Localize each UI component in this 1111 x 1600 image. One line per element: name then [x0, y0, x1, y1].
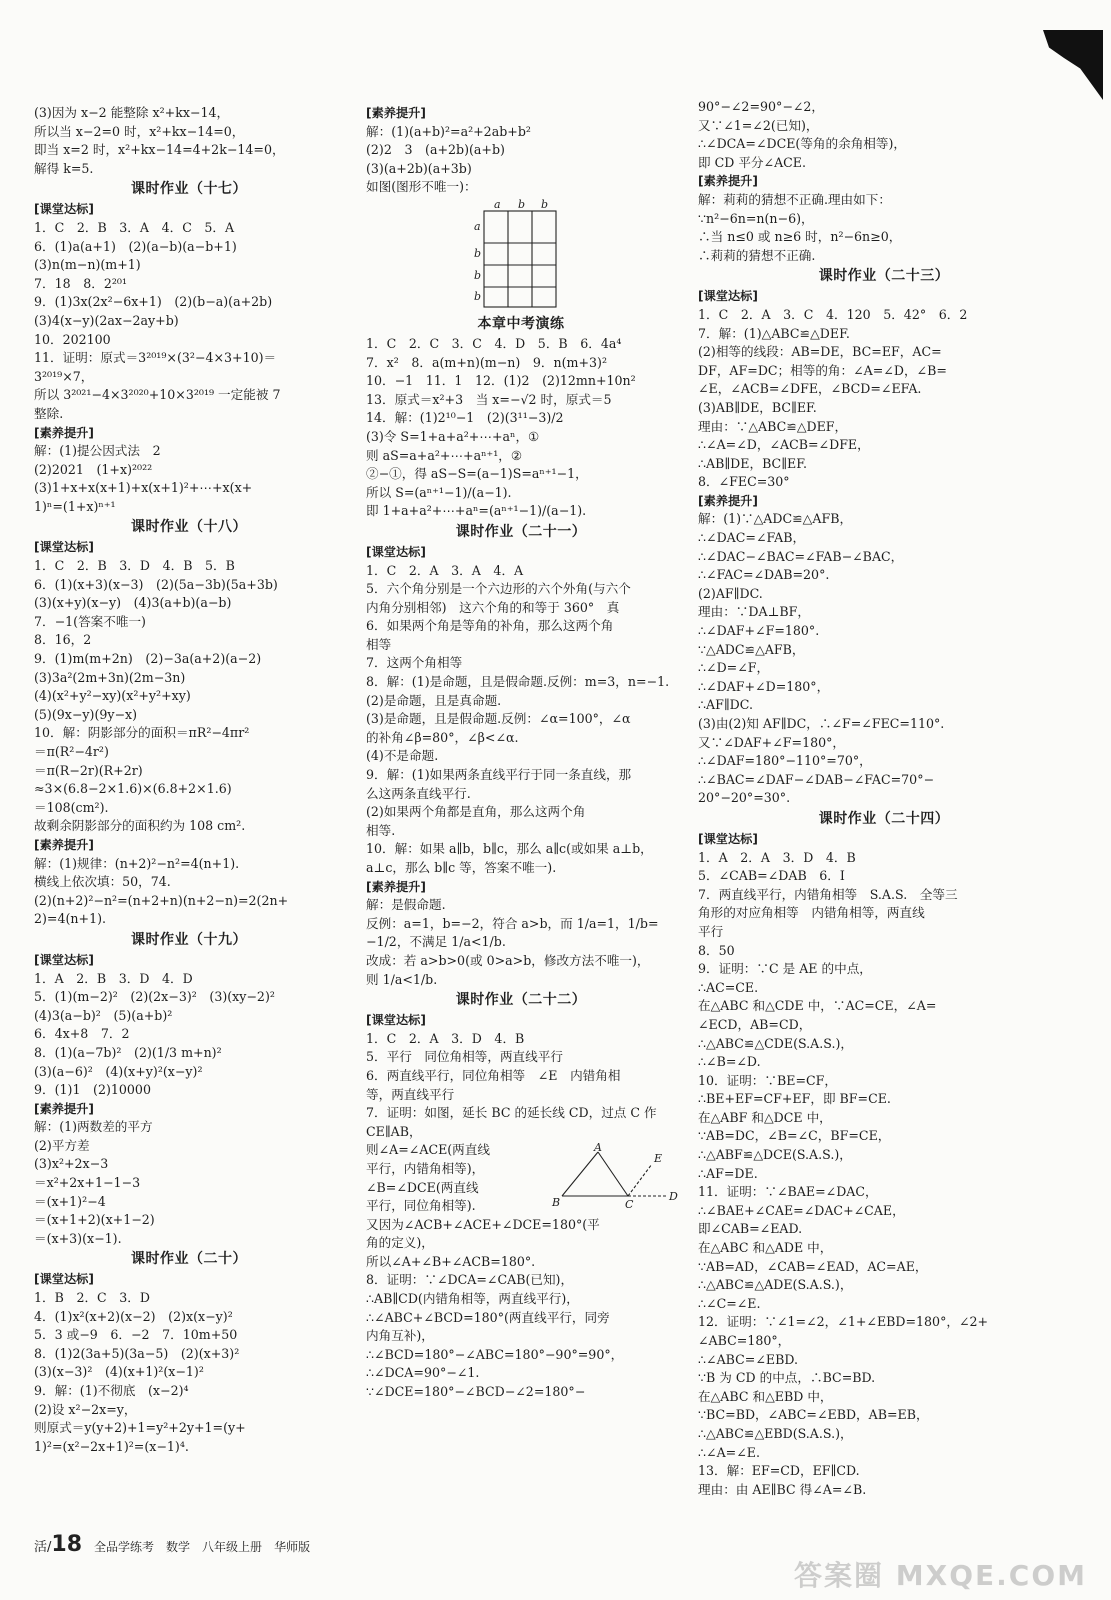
answer-line: (3)由(2)知 AF∥DC，∴∠F=∠FEC=110°.	[698, 716, 945, 731]
answer-line: ＝π(R−2r)(R+2r)	[34, 762, 143, 778]
triangle-edge	[562, 1152, 598, 1196]
section-title: 课时作业（二十一）	[455, 523, 587, 540]
answer-line: (3)3a²(2m+3n)(2m−3n)	[34, 669, 186, 685]
subsection-heading: [课堂达标]	[34, 1272, 94, 1287]
answer-line: ∴∠BAC=∠DAF−∠DAB−∠FAC=70°−	[698, 771, 935, 787]
answer-line: 7．x² 8．a(m+n)(m−n) 9．n(m+3)²	[366, 354, 608, 370]
answer-line: 在△ABC 和△CDE 中，∵AC=CE，∠A=	[698, 998, 937, 1014]
section-title: 课时作业（十九）	[131, 931, 247, 948]
answer-line: ∴△ABC≌△EBD(S.A.S.)，	[698, 1425, 853, 1441]
answer-line: 平行	[698, 923, 724, 939]
answer-line: ∴莉莉的猜想不正确.	[698, 247, 816, 263]
answer-line: 1．C 2．B 3．A 4．C 5．A	[34, 219, 235, 235]
answer-line: (3)令 S=1+a+a²+⋯+aⁿ，①	[366, 428, 540, 444]
answer-line: 则 1/a<1/b.	[366, 971, 438, 987]
answer-line: 则原式＝y(y+2)+1=y²+2y+1=(y+	[34, 1420, 246, 1436]
triangle-edge	[628, 1164, 652, 1196]
answer-line: 即当 x=2 时，x²+kx−14=4+2k−14=0，	[34, 142, 285, 158]
section-title: 课时作业（二十三）	[818, 268, 950, 285]
answer-line: 平行，内错角相等)，	[366, 1160, 485, 1176]
answer-line: (2)是命题，且是真命题.	[366, 692, 502, 708]
answer-line: 11．证明：原式＝3²⁰¹⁹×(3²−4×3+10)＝	[34, 350, 277, 366]
answer-line: ∴∠FAC=∠DAB=20°.	[698, 567, 830, 583]
answer-line: 5．∠CAB=∠DAB 6．Ⅰ	[698, 868, 845, 884]
answer-line: 7．解：(1)△ABC≌△DEF.	[698, 325, 850, 341]
answer-line: 6．(1)(x+3)(x−3) (2)(5a−3b)(5a+3b)	[34, 576, 278, 592]
answer-line: (2)平方差	[34, 1137, 90, 1153]
grid-top-label-b2: b	[541, 197, 549, 211]
answer-line: 1．C 2．A 3．A 4．A	[366, 562, 524, 578]
answer-line: ∴AC=CE.	[698, 979, 759, 995]
answer-line: ≈3×(6.8−2×1.6)×(6.8+2×1.6)	[34, 781, 232, 797]
answer-line: 所以 3²⁰²¹−4×3²⁰²⁰+10×3²⁰¹⁹ 一定能被 7	[34, 387, 281, 403]
answer-line: ＝x²+2x+1−1−3	[34, 1175, 141, 1191]
triangle-svg	[366, 1140, 678, 1211]
section-title: 课时作业（十七）	[131, 181, 247, 198]
answer-line: 解：(1)规律：(n+2)²−n²=4(n+1).	[34, 855, 240, 871]
answer-line: 8．50	[698, 942, 735, 958]
answer-line: 1．C 2．A 3．D 4．B	[366, 1030, 525, 1046]
answer-line: ∴∠DAF+∠D=180°，	[698, 678, 830, 694]
answer-line: 内角互补)，	[366, 1328, 434, 1344]
answer-line: 又因为∠ACB+∠ACE+∠DCE=180°(平	[366, 1216, 600, 1232]
answer-line: 8．解：(1)是命题，且是假命题.反例：m=3，n=−1.	[366, 674, 670, 690]
answer-line: (3)x²+2x−3	[34, 1156, 109, 1172]
answer-line: 改成：若 a>b>0(或 0>a>b，修改方法不唯一)，	[366, 952, 650, 968]
answer-line: 横线上依次填：50，74.	[34, 874, 171, 890]
answer-line: 又∵∠DAF+∠F=180°，	[698, 734, 845, 750]
answer-line: (3)4(x−y)(2ax−2ay+b)	[34, 312, 179, 328]
answer-line: 1．C 2．B 3．D 4．B 5．B	[34, 558, 235, 574]
answer-line: (2)如果两个角都是直角，那么这两个角	[366, 804, 586, 820]
triangle-vertex-label: E	[654, 1151, 663, 1165]
answer-line: 角的定义)，	[366, 1235, 434, 1251]
answer-line: 故剩余阴影部分的面积约为 108 cm².	[34, 818, 246, 834]
answer-line: 4．(1)x²(x+2)(x−2) (2)x(x−y)²	[34, 1308, 233, 1324]
answer-line: 解：(1)提公因式法 2	[34, 443, 161, 459]
answer-line: (3)(x−3)² (4)(x+1)²(x−1)²	[34, 1364, 204, 1380]
answer-line: ∴∠DAC=∠FAB，	[698, 530, 806, 546]
grid-left-label-b2: b	[474, 268, 482, 282]
answer-line: 相等.	[366, 822, 396, 838]
corner-tab-mark	[1043, 30, 1103, 100]
answer-line: 6．4x+8 7．2	[34, 1026, 130, 1042]
answer-line: (3)(x+y)(x−y) (4)3(a+b)(a−b)	[34, 595, 232, 611]
grid-top-label-b1: b	[518, 197, 526, 211]
answer-line: (2)(n+2)²−n²=(n+2+n)(n+2−n)=2(2n+	[34, 892, 289, 908]
answer-line: 9．证明：∵C 是 AE 的中点，	[698, 961, 872, 977]
answer-line: ＝π(R²−4r²)	[34, 744, 109, 759]
answer-line: 20°−20°=30°.	[698, 790, 791, 806]
answer-line: 所以当 x−2=0 时，x²+kx−14=0，	[34, 123, 245, 139]
answer-line: 在△ABC 和△EBD 中，	[698, 1388, 833, 1404]
answer-line: 10．−1 11．1 12．(1)2 (2)12mn+10n²	[366, 373, 636, 389]
answer-line: 1．A 2．A 3．D 4．B	[698, 849, 856, 865]
grid-left-label-b3: b	[474, 289, 482, 303]
answer-line: ∵B 为 CD 的中点，∴BC=BD.	[698, 1370, 876, 1386]
answer-line: ∴∠DAC−∠BAC=∠FAB−∠BAC，	[698, 548, 904, 564]
subsection-heading: [课堂达标]	[34, 952, 94, 967]
subsection-heading: [课堂达标]	[34, 540, 94, 555]
answer-line: 7．这两个角相等	[366, 655, 463, 671]
answer-line: ∴∠A=∠E.	[698, 1444, 760, 1460]
answer-line: 等，两直线平行	[366, 1086, 455, 1102]
answer-line: ∴∠ABC=∠EBD.	[698, 1351, 798, 1367]
answer-line: 解：(1)两数差的平方	[34, 1119, 153, 1135]
subsection-heading: [素养提升]	[698, 174, 758, 189]
answer-line: 6．两直线平行，同位角相等 ∠E 内错角相	[366, 1067, 621, 1083]
triangle-vertex-label: B	[552, 1195, 561, 1209]
answer-line: ∴∠C=∠E.	[698, 1295, 761, 1311]
answer-line: 6．(1)a(a+1) (2)(a−b)(a−b+1)	[34, 238, 237, 254]
footer-book-title: 全品学练考	[94, 1540, 155, 1554]
answer-line: (2)设 x²−2x=y，	[34, 1401, 137, 1417]
answer-line: 相等	[366, 636, 392, 652]
answer-line: 5．平行 同位角相等，两直线平行	[366, 1049, 563, 1065]
answer-line: 角形的对应角相等 内错角相等，两直线	[698, 905, 925, 921]
answer-line: 11．证明：∵∠BAE=∠DAC，	[698, 1184, 878, 1200]
answer-line: (3)(a+2b)(a+3b)	[366, 160, 472, 176]
answer-line: 12．证明：∵∠1=∠2，∠1+∠EBD=180°，∠2+	[698, 1314, 989, 1330]
answer-line: 1．A 2．B 3．D 4．D	[34, 970, 193, 986]
answer-line: ∵BC=BD，∠ABC=∠EBD，AB=EB，	[698, 1407, 929, 1423]
subsection-heading: [素养提升]	[34, 837, 94, 852]
answer-line: ∠E，∠ACB=∠DFE，∠BCD=∠EFA.	[698, 381, 922, 397]
triangle-vertex-label: A	[594, 1140, 602, 1154]
answer-line: (2)2 3 (a+2b)(a+b)	[366, 142, 505, 158]
answer-line: 10．证明：∵BE=CF，	[698, 1072, 837, 1088]
answer-line: ＝(x+1)²−4	[34, 1193, 106, 1209]
answer-line: ∴∠DAF=180°−110°=70°，	[698, 753, 872, 769]
answer-line: ∵△ADC≌△AFB，	[698, 641, 805, 657]
subsection-heading: [课堂达标]	[366, 1013, 426, 1028]
answer-line: 10．解：阴影部分的面积＝πR²−4πr²	[34, 725, 250, 741]
answer-line: ∠ECD，AB=CD，	[698, 1016, 812, 1032]
answer-line: (3)n(m−n)(m+1)	[34, 257, 141, 273]
subsection-heading: [素养提升]	[366, 879, 426, 894]
footer-grade: 八年级上册	[202, 1540, 263, 1554]
answer-line: 解：是假命题.	[366, 897, 446, 913]
answer-line: 则 aS=a+a²+⋯+aⁿ⁺¹，②	[366, 447, 523, 463]
answer-line: 解：莉莉的猜想不正确.理由如下：	[698, 191, 891, 207]
answer-line: 14．解：(1)2¹⁰−1 (2)(3¹¹−3)/2	[366, 410, 564, 426]
subsection-heading: [课堂达标]	[698, 831, 758, 846]
section-title: 课时作业（二十二）	[455, 992, 587, 1009]
triangle-vertex-label: C	[625, 1197, 634, 1211]
answer-line: 9．解：(1)如果两条直线平行于同一条直线，那	[366, 767, 632, 783]
answer-line: 5．3 或−9 6．−2 7．10m+50	[34, 1327, 238, 1343]
subsection-heading: [素养提升]	[34, 1101, 94, 1116]
answer-line: ∴∠D=∠F，	[698, 660, 770, 676]
answer-line: ∴∠DCA=90°−∠1.	[366, 1365, 480, 1381]
answer-line: ∴∠DCA=∠DCE(等角的余角相等)，	[698, 136, 906, 152]
answer-line: (2)AF∥DC.	[698, 585, 763, 601]
answer-line: ②−①，得 aS−S=(a−1)S=aⁿ⁺¹−1，	[366, 466, 588, 482]
answer-line: 13．原式＝x²+3 当 x=−√2 时，原式＝5	[366, 391, 612, 407]
subsection-heading: [课堂达标]	[34, 202, 94, 217]
answer-line: CE∥AB，	[366, 1123, 422, 1139]
answer-line: ∠ABC=180°，	[698, 1333, 791, 1348]
answer-line: 理由：由 AE∥BC 得∠A=∠B.	[698, 1481, 867, 1497]
answer-line: 90°−∠2=90°−∠2，	[698, 99, 825, 114]
answer-line: 7．18 8．2²⁰¹	[34, 275, 127, 291]
answer-line: (3)AB∥DE，BC∥EF.	[698, 399, 817, 415]
answer-line: 1．B 2．C 3．D	[34, 1290, 150, 1306]
answer-column-3	[698, 98, 1070, 1499]
answer-line: 理由：∵DA⊥BF，	[698, 604, 810, 620]
rectangle-grid-figure	[366, 199, 676, 311]
answer-line: 么这两条直线平行.	[366, 785, 471, 801]
answer-line: 3²⁰¹⁹×7，	[34, 368, 94, 384]
answer-line: 9．(1)3x(2x²−6x+1) (2)(b−a)(a+2b)	[34, 294, 273, 310]
answer-line: 8．16，2	[34, 632, 92, 648]
answer-line: 反例：a=1，b=−2，符合 a>b，而 1/a=1，1/b=	[366, 915, 659, 931]
answer-line: 7．−1(答案不唯一)	[34, 613, 146, 629]
answer-line: (2)相等的线段：AB=DE，BC=EF，AC=	[698, 344, 942, 360]
answer-line: 解得 k=5.	[34, 160, 94, 176]
subsection-heading: [课堂达标]	[698, 289, 758, 304]
section-title: 课时作业（二十）	[131, 1251, 247, 1268]
answer-line: 9．解：(1)不彻底 (x−2)⁴	[34, 1383, 189, 1398]
answer-line: ∴AF∥DC.	[698, 697, 753, 713]
answer-line: 10．解：如果 a∥b，b∥c，那么 a∥c(或如果 a⊥b，	[366, 841, 653, 857]
subsection-heading: [课堂达标]	[366, 544, 426, 559]
answer-line: 解：(1)∵△ADC≌△AFB，	[698, 511, 853, 527]
answer-line: 8．(1)2(3a+5)(3a−5) (2)(x+3)²	[34, 1345, 240, 1361]
answer-line: (2)2021 (1+x)²⁰²²	[34, 461, 153, 477]
answer-line: 则∠A=∠ACE(两直线	[366, 1142, 490, 1158]
answer-line: 7．两直线平行，内错角相等 S.A.S. 全等三	[698, 886, 958, 902]
answer-line: −1/2，不满足 1/a<1/b.	[366, 934, 506, 950]
answer-line: (3)因为 x−2 能整除 x²+kx−14，	[34, 105, 230, 120]
answer-line: 如图(图形不唯一)：	[366, 179, 477, 195]
answer-line: ∵AB=DC，∠B=∠C，BF=CE，	[698, 1128, 891, 1144]
answer-line: ∴∠BAE+∠CAE=∠DAC+∠CAE，	[698, 1202, 905, 1218]
answer-line: 13．解：EF=CD，EF∥CD.	[698, 1463, 860, 1479]
answer-line: 即∠CAB=∠EAD.	[698, 1221, 803, 1237]
answer-line: 5．六个角分别是一个六边形的六个外角(与六个	[366, 581, 631, 597]
triangle-figure	[366, 1140, 678, 1211]
answer-line: ∴∠ABC+∠BCD=180°(两直线平行，同旁	[366, 1309, 610, 1325]
answer-line: 内角分别相邻) 这六个角的和等于 360° 真	[366, 599, 620, 615]
triangle-vertex-label: D	[669, 1189, 678, 1203]
answer-line: 理由：∵△ABC≌△DEF，	[698, 418, 848, 434]
grid-left-label-a: a	[474, 219, 481, 233]
answer-line: 的补角∠β=80°，∠β<∠α.	[366, 729, 519, 745]
answer-line: ＝(x+3)(x−1).	[34, 1230, 122, 1246]
answer-line: ∴△ABC≌△CDE(S.A.S.)，	[698, 1035, 853, 1051]
answer-line: (4)不是命题.	[366, 748, 439, 764]
answer-line: (5)(9x−y)(9y−x)	[34, 706, 138, 722]
answer-line: 在△ABC 和△ADE 中，	[698, 1240, 833, 1256]
grid-left-label-b1: b	[474, 246, 482, 260]
answer-line: 解：(1)(a+b)²=a²+2ab+b²	[366, 123, 531, 139]
answer-line: ∠B=∠DCE(两直线	[366, 1179, 479, 1195]
answer-line: 所以∠A+∠B+∠ACB=180°.	[366, 1253, 536, 1269]
answer-line: ＝(x+1+2)(x+1−2)	[34, 1212, 155, 1228]
answer-line: 1)ⁿ=(1+x)ⁿ⁺¹	[34, 498, 116, 514]
triangle-edge	[598, 1152, 628, 1196]
answer-line: 8．∠FEC=30°	[698, 474, 790, 490]
answer-line: (4)(x²+y²−xy)(x²+y²+xy)	[34, 688, 191, 704]
answer-line: 即 1+a+a²+⋯+aⁿ=(aⁿ⁺¹−1)/(a−1).	[366, 503, 587, 519]
grid-top-label-a: a	[494, 197, 501, 211]
answer-line: ∵AB=AD，∠CAB=∠EAD，AC=AE，	[698, 1258, 928, 1274]
page-footer	[34, 1532, 310, 1557]
watermark-logo: 答案圈 MXQE.COM	[794, 1559, 1087, 1592]
answer-line: ∴BE+EF=CF+EF，即 BF=CE.	[698, 1091, 891, 1107]
answer-line: 9．(1)1 (2)10000	[34, 1082, 151, 1098]
answer-line: ∴∠B=∠D.	[698, 1054, 761, 1070]
answer-line: 1．C 2．A 3．C 4．120 5．42° 6．2	[698, 306, 968, 322]
answer-line: (3)1+x+x(x+1)+x(x+1)²+⋯+x(x+	[34, 480, 253, 496]
answer-line: 6．如果两个角是等角的补角，那么这两个角	[366, 618, 614, 634]
answer-line: (3)(a−6)² (4)(x+y)²(x−y)²	[34, 1063, 203, 1079]
section-title: 课时作业（二十四）	[818, 810, 950, 827]
section-title: 课时作业（十八）	[131, 519, 247, 536]
answer-line: ∴AB∥CD(内错角相等，两直线平行)，	[366, 1291, 579, 1307]
answer-line: 在△ABF 和△DCE 中，	[698, 1109, 832, 1125]
section-title: 本章中考演练	[477, 315, 565, 332]
answer-line: 所以 S=(aⁿ⁺¹−1)/(a−1).	[366, 484, 512, 500]
answer-line: ∴△ABF≌△DCE(S.A.S.)，	[698, 1147, 852, 1163]
answer-line: 5．(1)(m−2)² (2)(2x−3)² (3)(xy−2)²	[34, 989, 275, 1005]
answer-line: 整除.	[34, 405, 64, 421]
footer-page	[34, 1532, 82, 1557]
answer-line: 10．202100	[34, 331, 111, 347]
footer-prefix: 活/	[34, 1540, 52, 1555]
footer-edition: 华师版	[274, 1540, 311, 1554]
answer-line: ∵∠DCE=180°−∠BCD−∠2=180°−	[366, 1384, 586, 1400]
answer-line: 平行，同位角相等).	[366, 1198, 476, 1214]
answer-line: (4)3(a−b)² (5)(a+b)²	[34, 1007, 173, 1023]
answer-line: ＝108(cm²).	[34, 799, 109, 815]
answer-column-1	[34, 104, 344, 1456]
answer-line: 7．证明：如图，延长 BC 的延长线 CD，过点 C 作	[366, 1105, 657, 1121]
answer-line: ∴AF=DE.	[698, 1165, 758, 1181]
footer-subject: 数学	[166, 1540, 191, 1554]
answer-line: ∴∠DAF+∠F=180°.	[698, 623, 820, 639]
answer-line: 9．(1)m(m+2n) (2)−3a(a+2)(a−2)	[34, 651, 262, 667]
subsection-heading: [素养提升]	[34, 425, 94, 440]
answer-line: ∴当 n≤0 或 n≥6 时，n²−6n≥0，	[698, 229, 902, 245]
answer-line: 8．证明：∵∠DCA=∠CAB(已知)，	[366, 1272, 574, 1288]
subsection-heading: [素养提升]	[698, 493, 758, 508]
answer-line: ∴△ABC≌△ADE(S.A.S.)，	[698, 1277, 853, 1293]
answer-line: ∴AB∥DE，BC∥EF.	[698, 455, 807, 471]
answer-line: (3)是命题，且是假命题.反例：∠α=100°，∠α	[366, 711, 631, 727]
page-number: 18	[51, 1532, 83, 1557]
answer-line: 1．C 2．C 3．C 4．D 5．B 6．4a⁴	[366, 335, 622, 351]
answer-line: 即 CD 平分∠ACE.	[698, 154, 807, 170]
answer-line: 1)²=(x²−2x+1)²=(x−1)⁴.	[34, 1438, 189, 1454]
grid-svg	[366, 199, 676, 311]
answer-column-2	[366, 104, 676, 1402]
answer-line: 又∵∠1=∠2(已知)，	[698, 117, 819, 133]
answer-line: ∴∠A=∠D，∠ACB=∠DFE，	[698, 437, 870, 453]
answer-line: a⊥c，那么 b∥c 等，答案不唯一).	[366, 860, 557, 875]
answer-line: 2)=4(n+1).	[34, 911, 106, 927]
answer-line: ∴∠BCD=180°−∠ABC=180°−90°=90°，	[366, 1346, 624, 1362]
subsection-heading: [素养提升]	[366, 106, 426, 120]
answer-line: 8．(1)(a−7b)² (2)(1/3 m+n)²	[34, 1044, 222, 1060]
answer-line: ∵n²−6n=n(n−6)，	[698, 210, 814, 226]
answer-line: DF，AF=DC；相等的角：∠A=∠D，∠B=	[698, 362, 947, 378]
